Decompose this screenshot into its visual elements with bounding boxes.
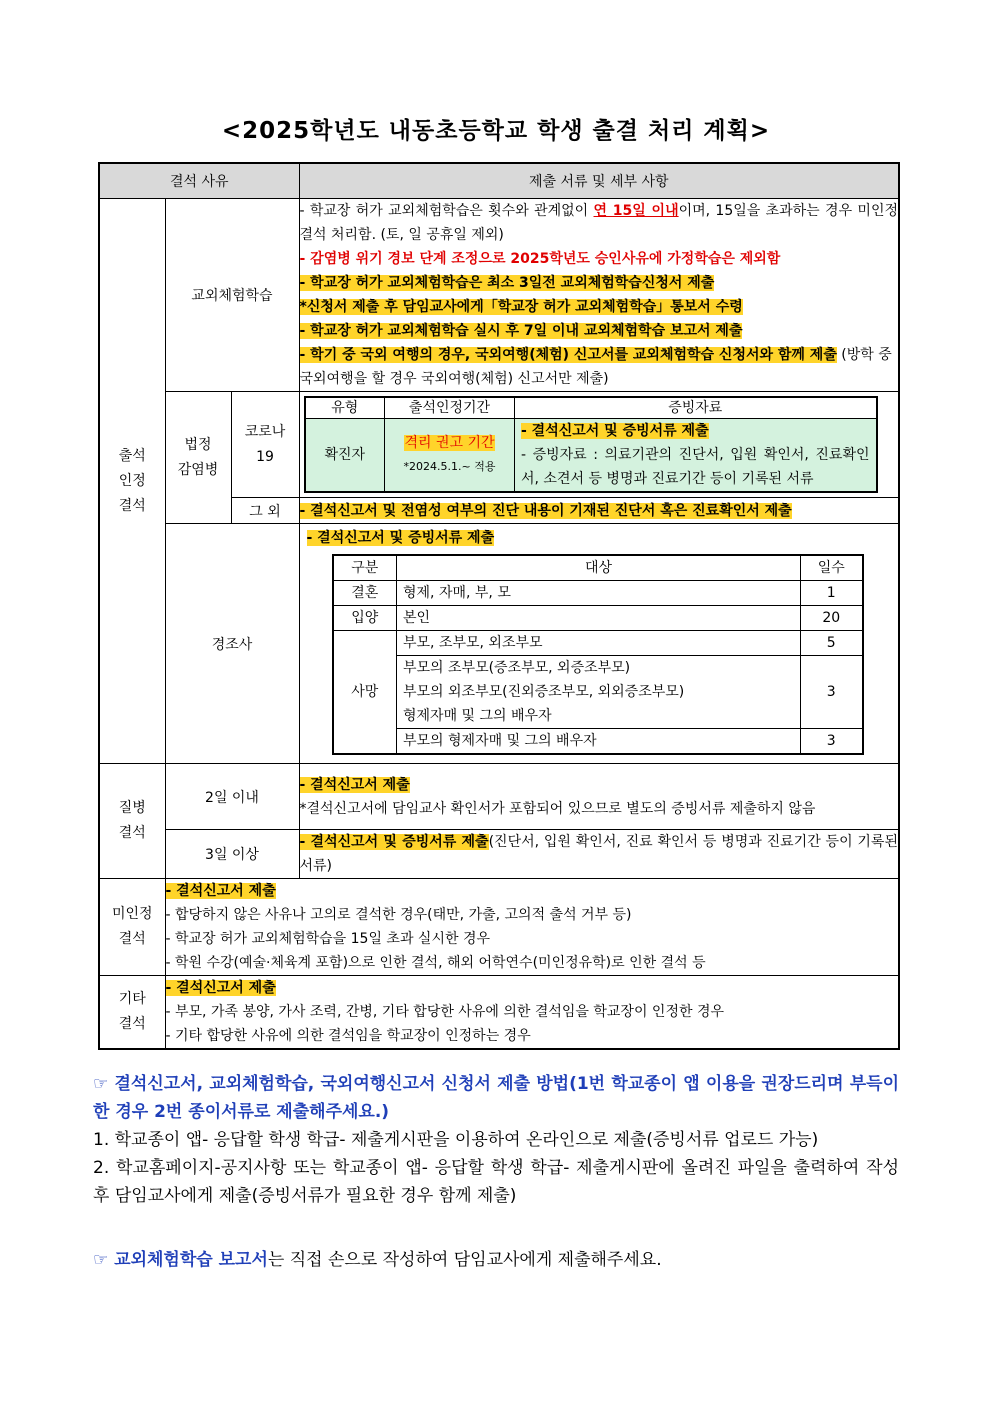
- header-docs: 제출 서류 및 세부 사항: [299, 163, 899, 199]
- field-trip-rule-5: - 학교장 허가 교외체험학습 실시 후 7일 이내 교외체험학습 보고서 제출: [299, 323, 743, 339]
- covid-period: 격리 권고 기간: [404, 435, 495, 451]
- approved-absence-label: 출석 인정 결석: [99, 199, 165, 764]
- field-trip-rule-3: - 학교장 허가 교외체험학습은 최소 3일전 교외체험학습신청서 제출: [299, 275, 715, 291]
- submission-method-2: 2. 학교홈페이지-공지사항 또는 학교종이 앱- 응답할 학생 학급- 제출게시판에 올려진 파일을 출력하여 작성 후 담임교사에게 제출(증빙서류가 필요한 경우 함께 제출): [93, 1158, 899, 1206]
- condolence-target-death-2b: 부모의 외조부모(진외증조부모, 외외증조부모): [403, 684, 685, 700]
- report-note: [93, 1246, 899, 1274]
- field-trip-rule-1c: 이며, 15일을 초과하는 경우 미인정 결석 처리함. (토, 일 공휴일 제외): [299, 203, 898, 243]
- other-3: - 기타 합당한 사유에 의한 결석임을 학교장이 인정하는 경우: [165, 1028, 531, 1044]
- report-note-rest: 는 직접 손으로 작성하여 담임교사에게 제출해주세요.: [267, 1250, 662, 1270]
- condolence-target-death-1: 부모, 조부모, 외조부모: [397, 631, 801, 656]
- header-reason: 결석 사유: [99, 163, 299, 199]
- covid-type: 확진자: [305, 419, 385, 493]
- condolence-kind-death: 사망: [333, 631, 397, 755]
- condolence-days-death-2: 3: [801, 656, 863, 729]
- submission-notes: [93, 1070, 899, 1210]
- field-trip-rule-4: *신청서 제출 후 담임교사에게「학교장 허가 교외체험학습」통보서 수령: [299, 299, 743, 315]
- condolence-target-death-2c: 형제자매 및 그의 배우자: [403, 708, 552, 724]
- field-trip-rule-6b: (방학 중 국외여행을 할 경우 국외여행(체험) 신고서만 제출): [299, 347, 892, 387]
- covid-table: [304, 396, 878, 493]
- condolence-kind-adoption: 입양: [333, 606, 397, 631]
- condolence-target-death-3: 부모의 형제자매 및 그의 배우자: [397, 729, 801, 755]
- pointer-icon: ☞: [93, 1250, 109, 1270]
- sick-short-2: *결석신고서에 담임교사 확인서가 포함되어 있으므로 별도의 증빙서류 제출하지 않음: [299, 800, 816, 817]
- sick-long-1: - 결석신고서 및 증빙서류 제출: [299, 834, 489, 850]
- submission-method-1: 1. 학교종이 앱- 응답할 학생 학급- 제출게시판을 이용하여 온라인으로 제출(증빙서류 업로드 가능): [93, 1130, 819, 1150]
- condolence-days-death-3: 3: [801, 729, 863, 755]
- report-note-bold: 교외체험학습 보고서: [108, 1250, 268, 1270]
- covid-col-docs: 증빙자료: [515, 397, 877, 419]
- disease-other-text: - 결석신고서 및 전염성 여부의 진단 내용이 기재된 진단서 혹은 진료확인서 제출: [299, 502, 792, 519]
- sick-short-1: - 결석신고서 제출: [299, 776, 410, 793]
- field-trip-limit: 연 15일 이내: [593, 203, 679, 219]
- unapproved-1: - 결석신고서 제출: [165, 883, 276, 899]
- condolence-text: - 결석신고서 및 증빙서류 제출: [306, 530, 495, 546]
- condolence-days-adoption: 20: [801, 606, 863, 631]
- condolence-target-adoption: 본인: [397, 606, 801, 631]
- legal-disease-label: 법정 감염병: [165, 392, 231, 524]
- condolence-col-target: 대상: [397, 555, 801, 581]
- other-1: - 결석신고서 제출: [165, 980, 276, 996]
- sick-long-label: 3일 이상: [165, 830, 299, 879]
- pointer-icon: ☞: [93, 1074, 109, 1094]
- unapproved-3: - 학교장 허가 교외체험학습을 15일 초과 실시한 경우: [165, 931, 490, 947]
- field-trip-rule-6: - 학기 중 국외 여행의 경우, 국외여행(체험) 신고서를 교외체험학습 신청서와 함께 제출: [299, 347, 837, 363]
- condolence-target-wedding: 형제, 자매, 부, 모: [397, 581, 801, 606]
- covid-docs-2: - 증빙자료 : 의료기관의 진단서, 입원 확인서, 진료확인서, 소견서 등 병명과 진료기간 등이 기록된 서류: [521, 447, 870, 487]
- condolence-kind-wedding: 결혼: [333, 581, 397, 606]
- disease-other-label: 그 외: [231, 498, 299, 524]
- sick-long-2: (진단서, 입원 확인서, 진료 확인서 등 병명과 진료기간 등이 기록된 서류): [299, 834, 898, 874]
- attendance-table: [98, 162, 900, 1050]
- field-trip-details: [299, 199, 899, 392]
- covid-col-period: 출석인정기간: [385, 397, 515, 419]
- condolence-col-days: 일수: [801, 555, 863, 581]
- condolence-label: 경조사: [165, 524, 299, 764]
- unapproved-2: - 합당하지 않은 사유나 고의로 결석한 경우(태만, 가출, 고의적 출석 거부 등): [165, 907, 632, 923]
- sick-absence-label: 질병 결석: [99, 764, 165, 879]
- field-trip-label: 교외체험학습: [165, 199, 299, 392]
- covid-period-note: *2024.5.1.~ 적용: [403, 460, 496, 473]
- covid-docs-1: - 결석신고서 및 증빙서류 제출: [521, 423, 709, 439]
- unapproved-4: - 학원 수강(예술·체육계 포함)으로 인한 결석, 해외 어학연수(미인정유학)로 인한 결석 등: [165, 955, 706, 971]
- covid-details: [299, 392, 899, 498]
- field-trip-rule-1a: - 학교장 허가 교외체험학습은 횟수와 관계없이: [299, 203, 594, 219]
- sick-short-label: 2일 이내: [165, 764, 299, 830]
- unapproved-absence-label: 미인정 결석: [99, 879, 165, 976]
- condolence-col-kind: 구분: [333, 555, 397, 581]
- field-trip-rule-2: - 감염병 위기 경보 단계 조정으로 2025학년도 승인사유에 가정학습은 제외함: [299, 251, 781, 267]
- condolence-target-death-2a: 부모의 조부모(증조부모, 외증조부모): [403, 660, 631, 676]
- page-title: <2025학년도 내동초등학교 학생 출결 처리 계획>: [221, 118, 771, 144]
- covid-label: 코로나 19: [231, 392, 299, 498]
- other-2: - 부모, 가족 봉양, 가사 조력, 간병, 기타 합당한 사유에 의한 결석임을 학교장이 인정한 경우: [165, 1004, 724, 1020]
- condolence-days-wedding: 1: [801, 581, 863, 606]
- condolence-table: [332, 554, 864, 755]
- condolence-days-death-1: 5: [801, 631, 863, 656]
- covid-col-type: 유형: [305, 397, 385, 419]
- other-absence-label: 기타 결석: [99, 976, 165, 1050]
- submission-method-title: 결석신고서, 교외체험학습, 국외여행신고서 신청서 제출 방법(1번 학교종이 앱 이용을 권장드리며 부득이한 경우 2번 종이서류로 제출해주세요.): [93, 1074, 899, 1122]
